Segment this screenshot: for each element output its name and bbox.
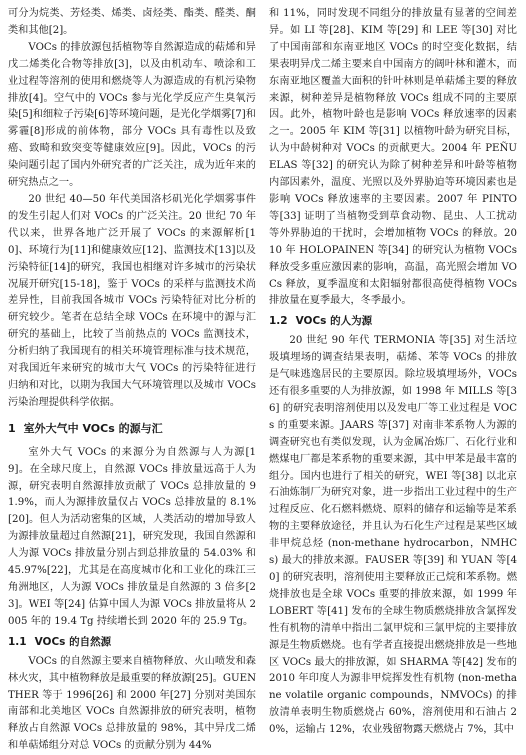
paragraph-voc-sources: VOCs 的排放源包括植物等自然源造成的萜烯和异戊二烯类化合物等排放[3]，以及由机动车、喷涂和工业过程等溶剂的使用和燃烧等人为源造成的有机污染物排放[4]。空气中的 VOCs 参与光化学反应产生臭氧污染[5]和细粒子污染[6]等环境问题，是光化学烟雾[7]和雾霾[8]形成的前体物，部分 VOCs 具有毒性以及致癌、致畸和致突变等健康效应[9]。因此，VOCs 的污染问题引起了国内外研究者的广泛关注，成为近年来的研究热点之一。 bbox=[8, 41, 256, 189]
paragraph-research-history: 20 世纪 40—50 年代美国洛杉矶光化学烟雾事件的发生引起人们对 VOCs 的广泛关注。20 世纪 70 年代以来，世界各地广泛开展了 VOCs 的来源解析[10]、环境行为[11]和健康效应[12]、监测技术[13]以及污染特征[14]的研究，我国也相继对许多城市的污染状况展开研究[15-18]，鉴于 VOCs 的采样与监测技术尚差异性，目前我国各城市 VOCs 污染特征对比分析的研究较少。笔者在总结全球 VOCs 在环境中的源与汇研究的基础上，比较了当前热点的 VOCs 监测技术，分析归纳了我国现有的相关环境管理标准与技术规范，对我国近年来研究的城市大气 VOCs 的污染特征进行归纳和对比，以期为我国大气环境管理以及城市 VOCs 污染治理提供科学依据。 bbox=[8, 193, 256, 408]
subsection-title: VOCs 的自然源 bbox=[34, 635, 112, 648]
section-title: 室外大气中 VOCs 的源与汇 bbox=[23, 421, 163, 435]
subsection-title: VOCs 的人为源 bbox=[295, 315, 373, 328]
subsection-heading-1-2 bbox=[269, 313, 517, 330]
subsection-number: 1.1 bbox=[8, 635, 27, 648]
subsection-heading-1-1 bbox=[8, 634, 256, 651]
subsection-number: 1.2 bbox=[269, 315, 288, 328]
left-column bbox=[8, 6, 256, 755]
section-number: 1 bbox=[8, 421, 16, 435]
right-column bbox=[269, 6, 517, 739]
paragraph-anthropogenic-sources: 20 世纪 90 年代 TERMONIA 等[35] 对生活垃圾填埋场的调查结果表明，萜烯、苯等 VOCs 的排放是气味逃逸居民的主要原因。除垃圾填埋场外，VOCs 还有很多重要的人为排放源，如 1998 年 MILLS 等[36] 的研究表明溶剂使用以及发电厂等工业过程是 VOCs 的重要来源。JAARS 等[37] 对南非苯系物人为源的调查研究也有类似发现，认为金属冶炼厂、石化行业和燃煤电厂都是苯系物的重要来源，其中甲苯是最丰富的组分。国内也进行了相关的研究，WEI 等[38] 以北京石油炼制厂为研究对象，进一步指出工业过程中的生产过程反应、化石燃料燃烧、原料的储存和运输等是苯系物的主要释放途径，并且认为石化生产过程是某些区域非甲烷总烃 (non-methane hydrocarbon，NMHCs) 最大的排放来源。FAUSER 等[39] 和 YUAN 等[40] 的研究表明，溶剂使用主要释放正己烷和苯系物。燃烧排放也是全球 VOCs 重要的排放来源，如 1999 年 LOBERT 等[41] 发布的全球生物质燃烧排放含氯挥发性有机物的清单中指出二氯甲烷和三氯甲烷的主要排放源是生物质燃烧。也有学者直接提出燃烧排放是一些地区 VOCs 最大的排放源，如 SHARMA 等[42] 发布的 2010 年印度人为源非甲烷挥发性有机物 (non-methane volatile organic compounds，NMVOCs) 的排放清单表明生物质燃烧占 60%，溶剂使用和石油占 20%，运输占 12%，农业残留物露天燃烧占 7%，其中 bbox=[269, 335, 518, 736]
paragraph-natural-sources: VOCs 的自然源主要来自植物释放、火山喷发和森林火灾，其中植物释放是最重要的释放源[25]。GUENTHER 等于 1996[26] 和 2000 年[27] 分别对美国东南部和北美地区 VOCs 自然源排放的研究表明，植物释放占自然源 VOCs 总排放量的 98%，其中异戊二烯和单萜烯组分对总 VOCs 的贡献分别为 44% bbox=[8, 655, 256, 752]
paragraph-natural-sources-continued: 和 11%，同时发现不同组分的排放量有显著的空间差异。如 LI 等[28]、KIM 等[29] 和 LEE 等[30] 对比了中国南部和东南亚地区 VOCs 的时空变化数据，结果表明异戊二烯主要来自中国南方的阔叶林和灌木，而东南亚地区覆盖大面积的针叶林则是单萜烯主要的释放来源，树种差异是植物释放 VOCs 组成不同的主要原因。此外，植物叶龄也是影响 VOCs 释放速率的因素之一。2005 年 KIM 等[31] 以植物叶龄为研究目标，认为中龄树种对 VOCs 的贡献更大。2004 年 PEÑUELAS 等[32] 的研究认为除了树种差异和叶龄等植物内部因素外，温度、光照以及外界胁迫等环境因素也是影响 VOCs 释放速率的主要因素。2007 年 PINTO 等[33] 证明了当植物受到草食动物、昆虫、人工扰动等外界胁迫的干扰时，会增加植物 VOCs 的释放。2010 年 HOLOPAINEN 等[34] 的研究认为植物 VOCs 释放受多重应激因素的影响，高温，高光照会增加 VOCs 释放，夏季温度和太阳辐射都很高使得植物 VOCs 排放量在夏季最大，冬季最小。 bbox=[269, 8, 517, 307]
section-heading-1 bbox=[8, 420, 256, 437]
paragraph-sources-overview: 室外大气 VOCs 的来源分为自然源与人为源[19]。在全球尺度上，自然源 VOCs 排放量远高于人为源，研究表明自然源排放贡献了 VOCs 总排放量的 91.9%，而人为源排放量仅占 VOCs 总排放量的 8.1%[20]。但人为活动密集的区域，人类活动的增加导致人为源排放量超过自然源[21]，研究发现，我国自然源和人为源 VOCs 排放量分别占到总排放量的 54.03% 和 45.97%[22]，尤其是在高度城市化和工业化的珠江三角洲地区，人为源 VOCs 排放量是自然源的 3 倍多[23]。WEI 等[24] 估算中国人为源 VOCs 排放量将从 2005 年的 19.4 Tg 持续增长到 2020 年的 25.9 Tg。 bbox=[8, 446, 256, 627]
paragraph-voc-classes: 可分为烷类、芳烃类、烯类、卤烃类、酯类、醛类、酮类和其他[2]。 bbox=[8, 8, 256, 36]
